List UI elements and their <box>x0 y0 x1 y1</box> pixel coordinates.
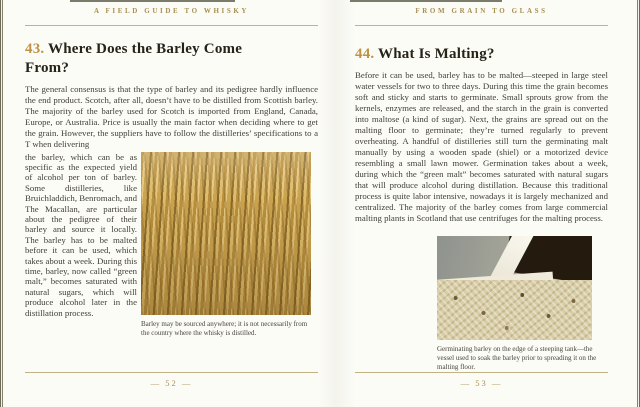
foot-rule-right <box>355 372 608 373</box>
right-page-number: — 53 — <box>460 378 503 388</box>
foot-rule-left <box>25 372 318 373</box>
book-left-edge <box>0 0 5 407</box>
barley-field-photo <box>141 152 311 315</box>
left-page-number: — 52 — <box>150 378 193 388</box>
right-page <box>355 0 608 407</box>
photo-detail-grain <box>437 280 592 340</box>
spine-gutter <box>318 0 355 407</box>
entry-title-44 <box>355 45 608 64</box>
head-rule-right <box>355 25 608 26</box>
right-photo-caption: Germinating barley on the edge of a steeping tank—the vessel used to soak the barley prior to spreading it on the malting floor. <box>437 345 597 371</box>
book-right-edge <box>635 0 640 407</box>
entry-title-text-44: What Is Malting? <box>378 46 495 62</box>
germinating-barley-photo <box>437 236 592 340</box>
entry-number-43: 43. <box>25 41 45 57</box>
left-page <box>25 0 318 407</box>
running-head-right: FROM GRAIN TO GLASS <box>415 7 548 15</box>
entry-44-paragraph: Before it can be used, barley has to be malted—steeped in large steel water vessels for two to three days. During this time the grain becomes soft and sticky and starts to germinate. Small sprouts grow from the kernels, enzymes are released, and the starch in the grain is converted into maltose (a kind of sugar). Next, the grains are spread out on the malting floor to germinate; they’re turned regularly to prevent overheating. A handful of distilleries still turn the germinating malt manually by using a wooden spade (shiel) or a motorized device resembling a small lawn mower. Germination takes about a week, during which the “green malt” becomes saturated with natural sugars that will produce alcohol during distillation. Because this traditional process is quite labor intensive, nowadays it is largely mechanized and centralized. The majority of the barley comes from large commercial malting plants in Scotland that use centrifuges for the malting process. <box>355 70 608 223</box>
entry-43-paragraph-wrap: the barley, which can be as specific as the expected yield of alcohol per ton of barley. Some distilleries, like Bruichladdich, Benromach, and The Macallan, are particular about the pedigree of their barley and source it locally. The barley has to be malted before it can be used, which takes about a week. During this time, barley, now called “green malt,” becomes saturated with natural sugars, which will produce alcohol later in the distillation process. <box>25 151 137 318</box>
entry-43-wrap-section <box>25 152 318 338</box>
entry-number-44: 44. <box>355 46 375 62</box>
head-rule-left <box>25 25 318 26</box>
right-page-footer <box>355 372 608 388</box>
left-photo-caption: Barley may be sourced anywhere; it is not necessarily from the country where the whisky is distilled. <box>141 319 308 337</box>
entry-43-paragraph-intro: The general consensus is that the type of barley and its pedigree hardly influence the end product. Scotch, after all, doesn’t have to be distilled from Scottish barley. The majority of the barley used for Scotch is imported from England, Canada, Europe, or Australia. Price is usually the main factor when deciding where to get the grain. However, the suppliers have to follow the distilleries’ specifications to a T when delivering <box>25 84 318 150</box>
running-head-left: A FIELD GUIDE TO WHISKY <box>93 7 250 15</box>
entry-title-text-43: Where Does the Barley Come From? <box>25 41 243 76</box>
left-page-footer <box>25 372 318 388</box>
left-photo-block <box>141 152 318 338</box>
entry-title-43 <box>25 40 277 78</box>
